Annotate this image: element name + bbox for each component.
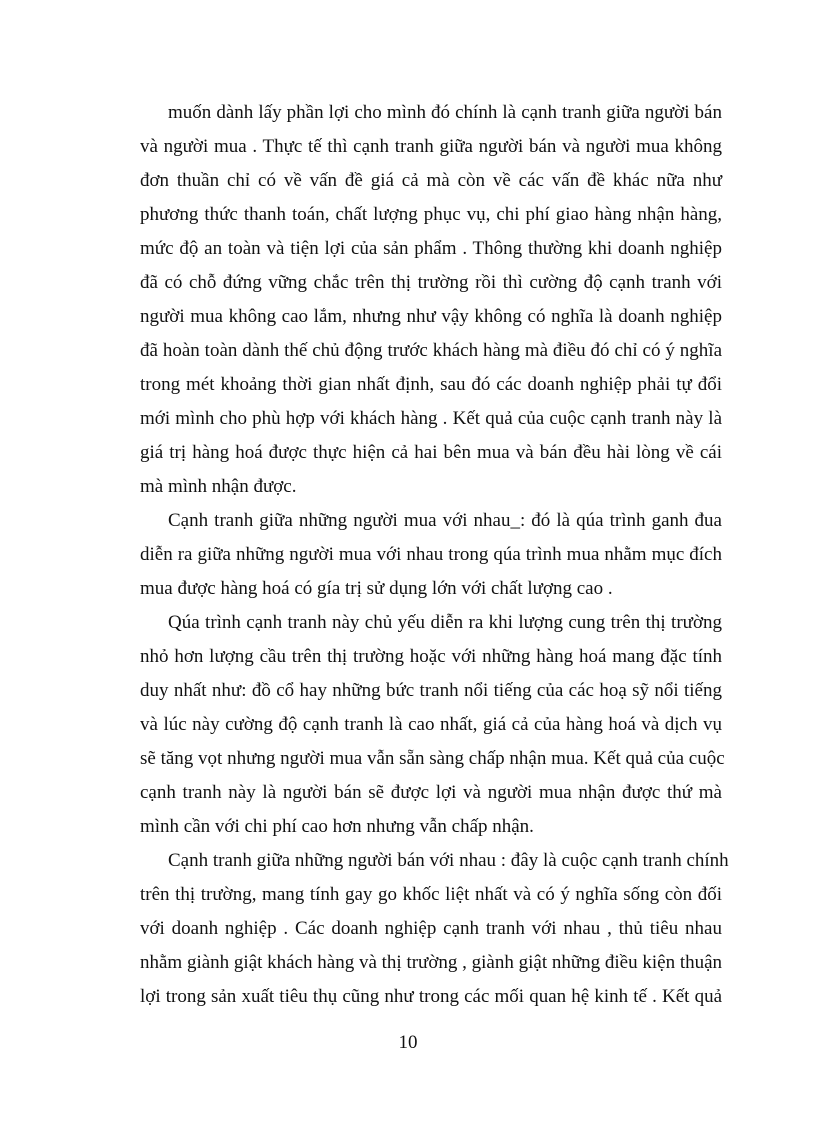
text-line: mình cần với chi phí cao hơn nhưng vẫn chấp nhận. [140, 816, 534, 837]
body-text [140, 96, 729, 1014]
text-line: giá trị hàng hoá được thực hiện cả hai bên mua và bán đều hài lòng về cái [140, 442, 722, 463]
text-line: muốn dành lấy phần lợi cho mình đó chính là cạnh tranh giữa người bán [168, 102, 722, 123]
text-line: cạnh tranh này là người bán sẽ được lợi và người mua nhận được thứ mà [140, 782, 722, 803]
text-line: với doanh nghiệp . Các doanh nghiệp cạnh tranh với nhau , thủ tiêu nhau [140, 918, 722, 939]
text-line: sẽ tăng vọt nhưng người mua vẫn sẵn sàng chấp nhận mua. Kết quả của cuộc [140, 748, 725, 769]
text-line: nhỏ hơn lượng cầu trên thị trường hoặc với những hàng hoá mang đặc tính [140, 646, 722, 667]
text-line: người mua không cao lắm, nhưng như vậy không có nghĩa là doanh nghiệp [140, 306, 722, 327]
text-line: đơn thuần chỉ có về vấn đề giá cả mà còn về các vấn đề khác nữa như [140, 170, 722, 191]
text-line: và người mua . Thực tế thì cạnh tranh giữa người bán và người mua không [140, 136, 722, 157]
text-line: đã có chỗ đứng vững chắc trên thị trường rồi thì cường độ cạnh tranh với [140, 272, 722, 293]
text-line: phương thức thanh toán, chất lượng phục vụ, chi phí giao hàng nhận hàng, [140, 204, 722, 225]
text-line: mà mình nhận được. [140, 476, 297, 497]
text-line: nhằm giành giật khách hàng và thị trường , giành giật những điều kiện thuận [140, 952, 723, 973]
text-line: mua được hàng hoá có gía trị sử dụng lớn với chất lượng cao . [140, 578, 613, 599]
text-line: trong mét khoảng thời gian nhất định, sau đó các doanh nghiệp phải tự đổi [140, 374, 722, 395]
text-line: Cạnh tranh giữa những người mua với nhau_: đó là qúa trình ganh đua [168, 510, 722, 531]
text-line: đã hoàn toàn dành thế chủ động trước khách hàng mà điều đó chỉ có ý nghĩa [140, 340, 722, 361]
text-line: và lúc này cường độ cạnh tranh là cao nhất, giá cả của hàng hoá và dịch vụ [140, 714, 722, 735]
text-line: lợi trong sản xuất tiêu thụ cũng như trong các mối quan hệ kinh tế . Kết quả [140, 986, 722, 1007]
text-line: mới mình cho phù hợp với khách hàng . Kết quả của cuộc cạnh tranh này là [140, 408, 722, 429]
text-line: Qúa trình cạnh tranh này chủ yếu diễn ra khi lượng cung trên thị trường [168, 612, 722, 633]
text-line: diễn ra giữa những người mua với nhau trong qúa trình mua nhằm mục đích [140, 544, 722, 565]
text-line: duy nhất như: đồ cổ hay những bức tranh nổi tiếng của các hoạ sỹ nổi tiếng [140, 680, 722, 701]
text-line: Cạnh tranh giữa những người bán với nhau : đây là cuộc cạnh tranh chính [168, 850, 729, 871]
text-line: mức độ an toàn và tiện lợi của sản phẩm . Thông thường khi doanh nghiệp [140, 238, 722, 259]
page-number: 10 [398, 1032, 418, 1053]
text-line: trên thị trường, mang tính gay go khốc liệt nhất và có ý nghĩa sống còn đối [140, 884, 722, 905]
